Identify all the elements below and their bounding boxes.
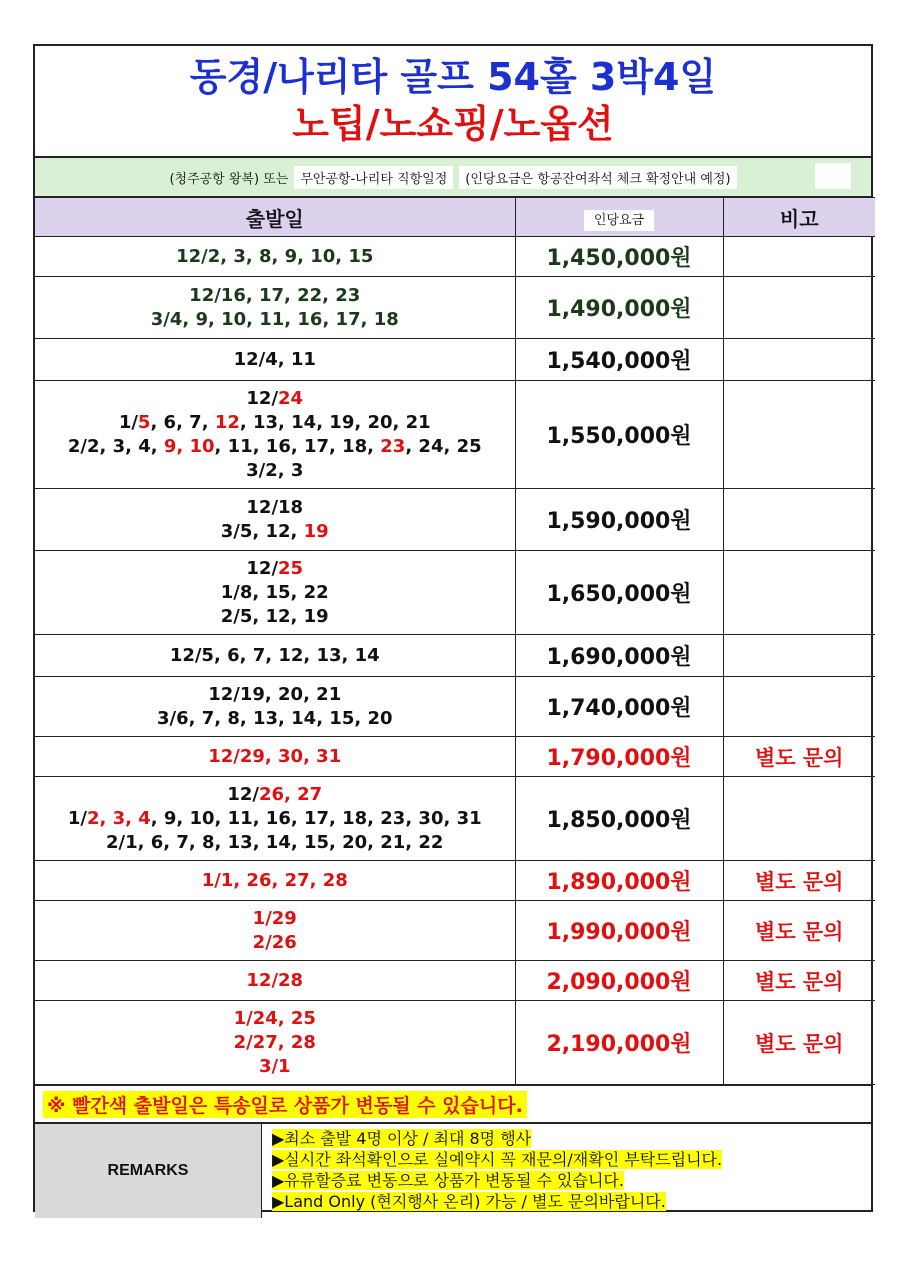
price-per-person: 1,540,000원 bbox=[515, 339, 723, 381]
fare-row bbox=[35, 901, 875, 961]
departure-dates bbox=[35, 737, 515, 777]
header-departure-date: 출발일 bbox=[35, 198, 515, 237]
special-date: 12/29, 30, 31 bbox=[208, 745, 342, 767]
red-date-warning bbox=[35, 1085, 871, 1124]
date-text: 1/ bbox=[67, 807, 87, 829]
remark-text: ▶Land Only (현지행사 온리) 가능 / 별도 문의바랍니다. bbox=[272, 1192, 666, 1211]
price-per-person: 1,490,000원 bbox=[515, 277, 723, 339]
sub-title: 노팁/노쇼핑/노옵션 bbox=[292, 102, 614, 146]
row-remark bbox=[723, 777, 875, 861]
notice-route-2: 무안공항-나리타 직항일정 bbox=[294, 166, 453, 189]
fare-row bbox=[35, 339, 875, 381]
price-per-person: 1,740,000원 bbox=[515, 677, 723, 737]
special-date: 9, 10 bbox=[163, 435, 215, 457]
remark-item bbox=[272, 1170, 722, 1191]
remark-text: ▶실시간 좌석확인으로 실예약시 꼭 재문의/재확인 부탁드립니다. bbox=[272, 1150, 723, 1169]
fare-row bbox=[35, 961, 875, 1001]
date-text: 3/4, 9, 10, 11, 16, 17, 18 bbox=[150, 308, 399, 330]
departure-dates bbox=[35, 961, 515, 1001]
fare-row bbox=[35, 1001, 875, 1085]
date-text: 2/5, 12, 19 bbox=[220, 605, 329, 627]
date-line bbox=[35, 869, 515, 893]
fare-row bbox=[35, 635, 875, 677]
date-line bbox=[35, 581, 515, 605]
date-line bbox=[35, 969, 515, 993]
price-per-person: 1,590,000원 bbox=[515, 489, 723, 551]
special-date: 12 bbox=[214, 411, 240, 433]
departure-dates bbox=[35, 777, 515, 861]
date-text: , 11, 16, 17, 18, bbox=[214, 435, 381, 457]
date-line bbox=[35, 605, 515, 629]
fare-row bbox=[35, 381, 875, 489]
price-per-person: 1,990,000원 bbox=[515, 901, 723, 961]
row-remark bbox=[723, 489, 875, 551]
special-date: 12/28 bbox=[246, 969, 304, 991]
date-text: 12/4, 11 bbox=[233, 348, 316, 370]
date-line bbox=[35, 907, 515, 931]
departure-dates bbox=[35, 381, 515, 489]
date-text: 3/5, 12, bbox=[220, 520, 304, 542]
date-text: 1/8, 15, 22 bbox=[220, 581, 329, 603]
row-remark bbox=[723, 551, 875, 635]
price-per-person: 2,190,000원 bbox=[515, 1001, 723, 1085]
date-line bbox=[35, 284, 515, 308]
date-text: 12/18 bbox=[246, 496, 304, 518]
date-line bbox=[35, 807, 515, 831]
price-per-person: 1,650,000원 bbox=[515, 551, 723, 635]
special-date: 2, 3, 4 bbox=[86, 807, 151, 829]
departure-dates bbox=[35, 901, 515, 961]
fare-row bbox=[35, 489, 875, 551]
date-line bbox=[35, 745, 515, 769]
date-line bbox=[35, 783, 515, 807]
date-text: 2/2, 3, 4, bbox=[67, 435, 164, 457]
row-remark bbox=[723, 381, 875, 489]
departure-dates bbox=[35, 489, 515, 551]
date-text: 3/2, 3 bbox=[246, 459, 304, 481]
date-text: 12/19, 20, 21 bbox=[208, 683, 342, 705]
special-date: 26, 27 bbox=[258, 783, 323, 805]
date-text: , 9, 10, 11, 16, 17, 18, 23, 30, 31 bbox=[150, 807, 482, 829]
notice-pricing-note: (인당요금은 항공잔여좌석 체크 확정안내 예정) bbox=[459, 166, 736, 189]
remark-text: ▶최소 출발 4명 이상 / 최대 8명 행사 bbox=[272, 1129, 532, 1148]
special-date: 1/1, 26, 27, 28 bbox=[201, 869, 348, 891]
date-line bbox=[35, 707, 515, 731]
fare-row bbox=[35, 861, 875, 901]
fare-row bbox=[35, 737, 875, 777]
departure-dates bbox=[35, 339, 515, 381]
fare-row bbox=[35, 277, 875, 339]
row-remark bbox=[723, 339, 875, 381]
price-per-person: 1,790,000원 bbox=[515, 737, 723, 777]
date-line bbox=[35, 831, 515, 855]
price-per-person: 1,850,000원 bbox=[515, 777, 723, 861]
remarks-section bbox=[35, 1124, 871, 1218]
date-line bbox=[35, 644, 515, 668]
fare-table-body bbox=[35, 237, 875, 1085]
row-remark bbox=[723, 277, 875, 339]
special-date: 2/26 bbox=[252, 931, 297, 953]
special-date: 25 bbox=[278, 557, 304, 579]
notice-route-1: (청주공항 왕복) 또는 bbox=[169, 171, 289, 187]
header-remarks: 비고 bbox=[723, 198, 875, 237]
row-remark: 별도 문의 bbox=[723, 1001, 875, 1085]
date-line bbox=[35, 1007, 515, 1031]
title-block bbox=[35, 46, 871, 158]
date-text: 12/5, 6, 7, 12, 13, 14 bbox=[169, 644, 380, 666]
date-text: 12/ bbox=[246, 387, 279, 409]
row-remark: 별도 문의 bbox=[723, 861, 875, 901]
price-per-person: 1,690,000원 bbox=[515, 635, 723, 677]
date-text: 12/16, 17, 22, 23 bbox=[189, 284, 361, 306]
date-line bbox=[35, 387, 515, 411]
special-date: 3/1 bbox=[258, 1055, 291, 1077]
date-line bbox=[35, 1031, 515, 1055]
date-line bbox=[35, 245, 515, 269]
warning-text: ※ 빨간색 출발일은 특송일로 상품가 변동될 수 있습니다. bbox=[43, 1091, 527, 1118]
header-price-label: 인당요금 bbox=[584, 210, 654, 231]
row-remark: 별도 문의 bbox=[723, 737, 875, 777]
departure-dates bbox=[35, 677, 515, 737]
special-date: 24 bbox=[278, 387, 304, 409]
fare-row bbox=[35, 551, 875, 635]
price-per-person: 1,550,000원 bbox=[515, 381, 723, 489]
date-line bbox=[35, 435, 515, 459]
departure-dates bbox=[35, 635, 515, 677]
date-text: 12/2, 3, 8, 9, 10, 15 bbox=[176, 245, 374, 267]
departure-dates bbox=[35, 861, 515, 901]
date-text: 3/6, 7, 8, 13, 14, 15, 20 bbox=[157, 707, 393, 729]
date-line bbox=[35, 520, 515, 544]
fare-row bbox=[35, 777, 875, 861]
date-line bbox=[35, 459, 515, 483]
fare-row bbox=[35, 237, 875, 277]
remarks-list bbox=[262, 1124, 722, 1218]
row-remark bbox=[723, 237, 875, 277]
route-notice bbox=[35, 158, 871, 197]
fare-row bbox=[35, 677, 875, 737]
remark-text: ▶유류할증료 변동으로 상품가 변동될 수 있습니다. bbox=[272, 1171, 624, 1190]
date-text: , 6, 7, bbox=[150, 411, 215, 433]
date-line bbox=[35, 308, 515, 332]
notice-blank-box bbox=[815, 163, 851, 189]
date-line bbox=[35, 496, 515, 520]
header-price bbox=[515, 198, 723, 237]
row-remark bbox=[723, 677, 875, 737]
remark-item bbox=[272, 1128, 722, 1149]
date-text: 12/ bbox=[246, 557, 279, 579]
date-line bbox=[35, 931, 515, 955]
departure-dates bbox=[35, 237, 515, 277]
date-line bbox=[35, 348, 515, 372]
date-text: 12/ bbox=[227, 783, 259, 805]
date-line bbox=[35, 411, 515, 435]
date-line bbox=[35, 683, 515, 707]
price-sheet bbox=[33, 44, 873, 1212]
fare-table bbox=[35, 197, 875, 1085]
date-text: 2/1, 6, 7, 8, 13, 14, 15, 20, 21, 22 bbox=[106, 831, 444, 853]
special-date: 1/24, 25 bbox=[233, 1007, 316, 1029]
price-per-person: 1,450,000원 bbox=[515, 237, 723, 277]
special-date: 23 bbox=[380, 435, 406, 457]
row-remark: 별도 문의 bbox=[723, 961, 875, 1001]
remark-item bbox=[272, 1149, 722, 1170]
remarks-label: REMARKS bbox=[35, 1124, 262, 1218]
date-text: 1/ bbox=[118, 411, 138, 433]
departure-dates bbox=[35, 1001, 515, 1085]
date-text: , 13, 14, 19, 20, 21 bbox=[239, 411, 431, 433]
date-line bbox=[35, 557, 515, 581]
special-date: 1/29 bbox=[252, 907, 297, 929]
departure-dates bbox=[35, 551, 515, 635]
special-date: 19 bbox=[303, 520, 329, 542]
date-line bbox=[35, 1055, 515, 1079]
departure-dates bbox=[35, 277, 515, 339]
remark-item bbox=[272, 1191, 722, 1212]
price-per-person: 1,890,000원 bbox=[515, 861, 723, 901]
main-title: 동경/나리타 골프 54홀 3박4일 bbox=[189, 55, 717, 99]
row-remark: 별도 문의 bbox=[723, 901, 875, 961]
special-date: 2/27, 28 bbox=[233, 1031, 316, 1053]
price-per-person: 2,090,000원 bbox=[515, 961, 723, 1001]
fare-table-header bbox=[35, 198, 875, 237]
row-remark bbox=[723, 635, 875, 677]
date-text: , 24, 25 bbox=[405, 435, 482, 457]
special-date: 5 bbox=[137, 411, 151, 433]
